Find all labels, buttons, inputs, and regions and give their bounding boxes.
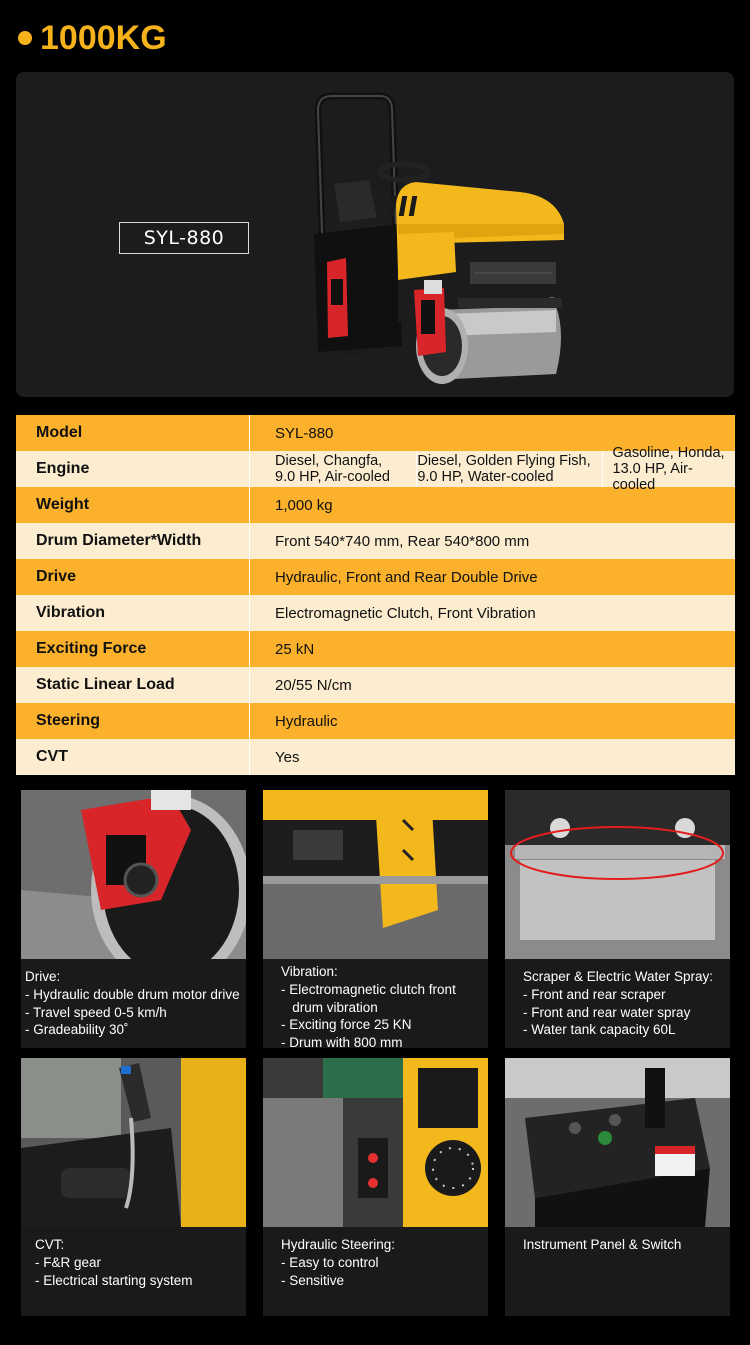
feature-item: - Travel speed 0-5 km/h xyxy=(25,1004,167,1020)
feature-caption xyxy=(505,1227,730,1316)
spec-key: Steering xyxy=(16,703,250,739)
feature-card-drive xyxy=(21,790,246,1048)
scraper-photo xyxy=(505,790,730,959)
feature-title: Drive: xyxy=(25,969,61,984)
feature-title: Instrument Panel & Switch xyxy=(523,1237,682,1252)
spec-row-static-load xyxy=(16,667,735,703)
feature-caption xyxy=(21,959,246,1048)
spec-table xyxy=(16,415,735,775)
engine-option: Diesel, Changfa, 9.0 HP, Air-cooled xyxy=(250,451,417,487)
feature-item: drum vibration xyxy=(281,999,378,1015)
feature-caption xyxy=(21,1227,246,1316)
spec-value: Electromagnetic Clutch, Front Vibration xyxy=(250,595,736,631)
steering-photo xyxy=(263,1058,488,1227)
page-header xyxy=(18,14,167,62)
spec-row-engine xyxy=(16,451,735,487)
hero-panel xyxy=(16,72,734,397)
spec-value: Front 540*740 mm, Rear 540*800 mm xyxy=(250,523,736,559)
feature-caption xyxy=(263,1227,488,1316)
spec-value: 1,000 kg xyxy=(250,487,736,523)
spec-value: Yes xyxy=(250,739,736,775)
spec-row-steering xyxy=(16,703,735,739)
feature-card-vibration xyxy=(263,790,488,1048)
feature-item: - Easy to control xyxy=(281,1255,379,1270)
feature-list xyxy=(263,1254,488,1289)
spec-key: Drum Diameter*Width xyxy=(16,523,250,559)
feature-card-cvt xyxy=(21,1058,246,1316)
cvt-photo xyxy=(21,1058,246,1227)
feature-title: Scraper & Electric Water Spray: xyxy=(523,969,714,984)
spec-value: 20/55 N/cm xyxy=(250,667,736,703)
spec-key: Exciting Force xyxy=(16,631,250,667)
spec-row-drive xyxy=(16,559,735,595)
spec-key: Static Linear Load xyxy=(16,667,250,703)
engine-option: Gasoline, Honda, 13.0 HP, Air-cooled xyxy=(612,445,725,493)
model-label: SYL-880 xyxy=(119,222,249,254)
spec-key: Weight xyxy=(16,487,250,523)
engine-option: Diesel, Golden Flying Fish, 9.0 HP, Water-cooled xyxy=(417,451,602,487)
feature-list xyxy=(263,981,488,1048)
road-roller-image xyxy=(294,84,584,394)
feature-item: - F&R gear xyxy=(35,1255,102,1270)
spec-key: Drive xyxy=(16,559,250,595)
vibration-photo xyxy=(263,790,488,959)
feature-item: - Electromagnetic clutch front xyxy=(281,982,456,997)
feature-item: - Front and rear scraper xyxy=(523,987,666,1002)
spec-row-cvt xyxy=(16,739,735,775)
spec-value: 25 kN xyxy=(250,631,736,667)
spec-row-exciting-force xyxy=(16,631,735,667)
spec-row-vibration xyxy=(16,595,735,631)
feature-card-instrument xyxy=(505,1058,730,1316)
feature-item: - Hydraulic double drum motor drive xyxy=(25,987,240,1002)
spec-value: Hydraulic xyxy=(250,703,736,739)
feature-item: - Front and rear water spray xyxy=(523,1004,691,1020)
page-title: 1000KG xyxy=(40,18,167,57)
feature-caption xyxy=(505,959,730,1048)
feature-list xyxy=(505,986,730,1039)
feature-item: - Drum with 800 mm xyxy=(281,1034,403,1048)
feature-caption xyxy=(263,959,488,1048)
spec-value: Hydraulic, Front and Rear Double Drive xyxy=(250,559,736,595)
spec-key: Model xyxy=(16,415,250,451)
feature-list xyxy=(21,986,246,1039)
feature-item: - Water tank capacity 60L xyxy=(523,1022,676,1037)
spec-key: Vibration xyxy=(16,595,250,631)
feature-item: - Sensitive xyxy=(281,1272,345,1288)
spec-key: CVT xyxy=(16,739,250,775)
feature-item: - Gradeability 30˚ xyxy=(25,1022,129,1037)
feature-title: Hydraulic Steering: xyxy=(281,1237,396,1252)
feature-item: - Exciting force 25 KN xyxy=(281,1017,412,1032)
feature-card-steering xyxy=(263,1058,488,1316)
bullet-dot-icon xyxy=(18,31,32,45)
spec-value: SYL-880 xyxy=(250,415,736,451)
feature-item: - Electrical starting system xyxy=(35,1272,193,1288)
feature-title: Vibration: xyxy=(281,964,338,979)
spec-key: Engine xyxy=(16,451,250,487)
feature-title: CVT: xyxy=(35,1237,65,1252)
feature-list xyxy=(21,1254,246,1289)
instrument-photo xyxy=(505,1058,730,1227)
spec-row-drum xyxy=(16,523,735,559)
feature-card-scraper xyxy=(505,790,730,1048)
drive-photo xyxy=(21,790,246,959)
